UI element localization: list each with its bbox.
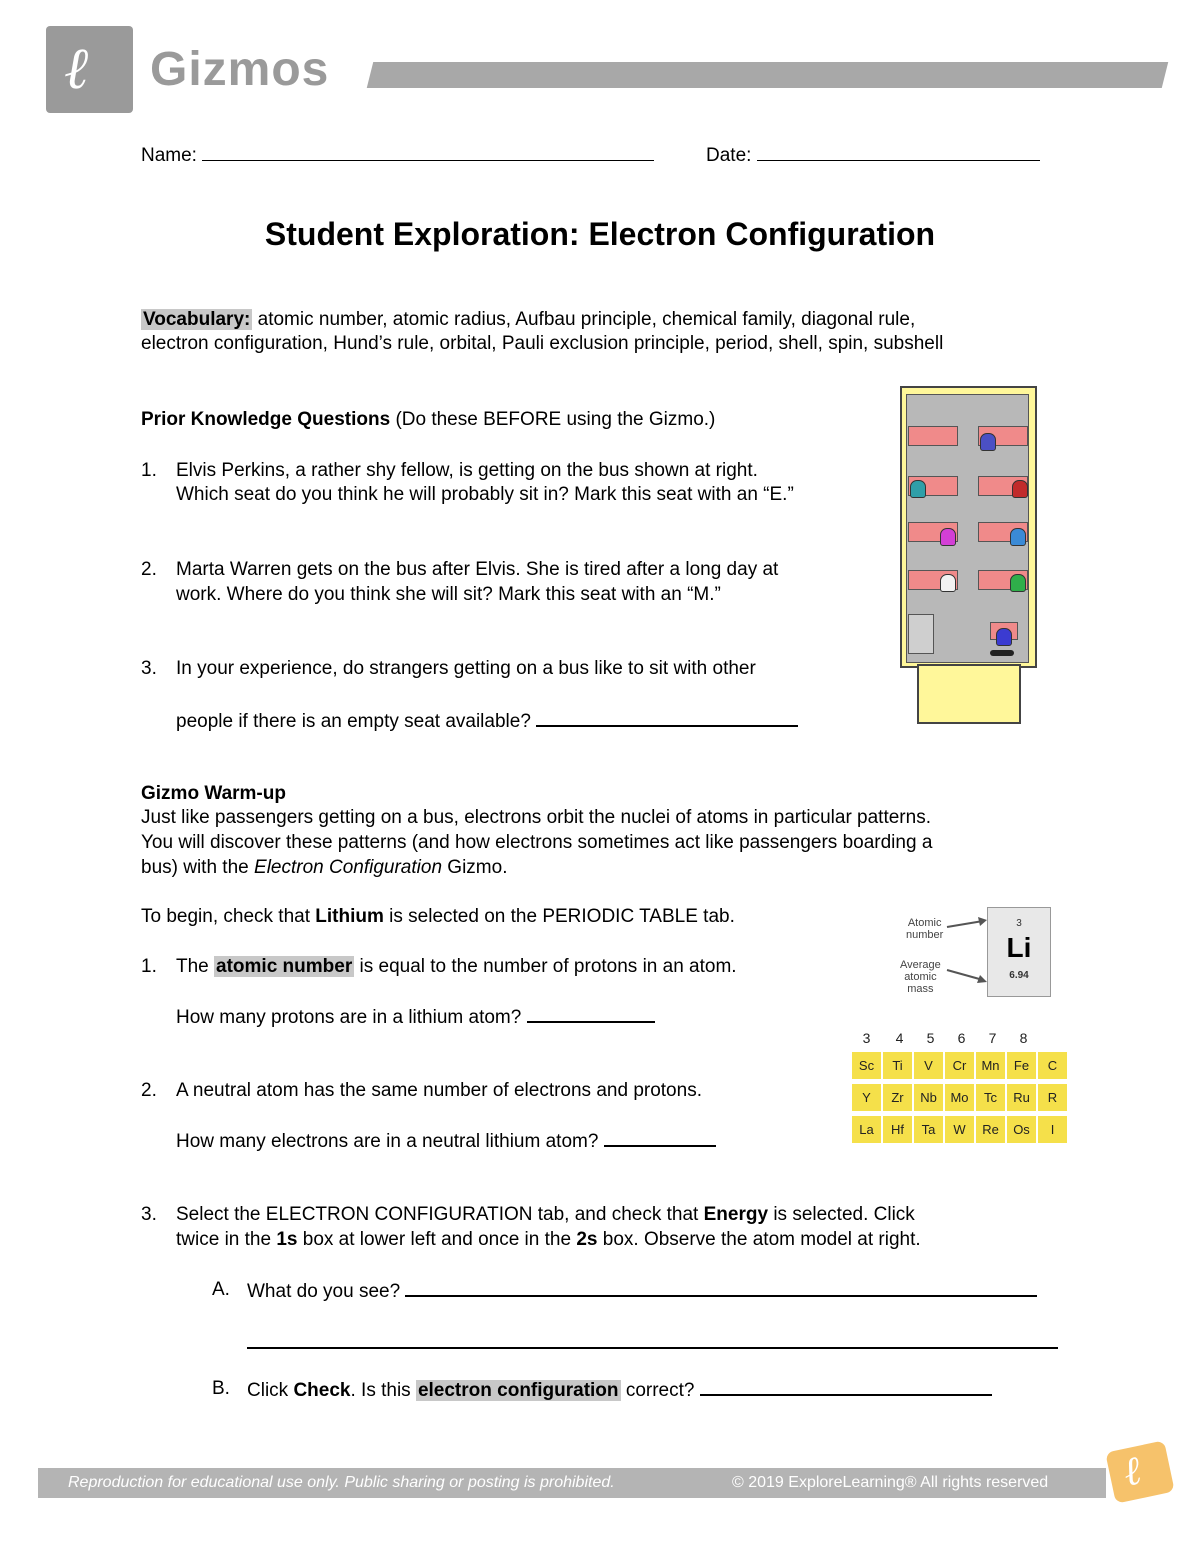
prior-q1-line-2: Which seat do you think he will probably sit in? Mark this seat with an “E.”	[176, 484, 794, 505]
warmup-q3-line-1	[176, 1202, 915, 1227]
prior-q2-line-1: Marta Warren gets on the bus after Elvis. She is tired after a long day at	[176, 559, 779, 580]
w3-2s: 2s	[576, 1229, 598, 1250]
footer-copyright: © 2019 ExploreLearning® All rights reserved	[732, 1474, 1049, 1491]
element-cell[interactable]: R	[1038, 1084, 1068, 1113]
bus-rear	[917, 664, 1021, 724]
element-cell[interactable]: Tc	[976, 1084, 1006, 1113]
warmup-q2-question	[176, 1127, 716, 1154]
vocabulary-line-1: atomic number, atomic radius, Aufbau principle, chemical family, diagonal rule,	[257, 309, 916, 330]
bus-door	[908, 614, 934, 654]
element-cell[interactable]: Cr	[945, 1052, 975, 1081]
element-cell[interactable]: I	[1038, 1116, 1068, 1145]
protons-answer-blank[interactable]	[527, 1003, 655, 1023]
group-header: 8	[1019, 1030, 1028, 1046]
warmup-q3-num: 3.	[141, 1204, 157, 1225]
element-cell[interactable]: La	[852, 1116, 882, 1145]
passenger-icon	[1010, 574, 1026, 592]
begin-pre: To begin, check that	[141, 906, 310, 927]
electrons-answer-blank[interactable]	[604, 1127, 716, 1147]
w3-a: Select the ELECTRON CONFIGURATION tab, and check that	[176, 1204, 699, 1225]
element-cell[interactable]: Mo	[945, 1084, 975, 1113]
part-b-pre: Click	[247, 1380, 289, 1401]
name-line	[141, 142, 654, 168]
prior-heading-line	[141, 407, 715, 432]
tile-atomic-number: 3	[1016, 918, 1022, 929]
part-a-answer-blank[interactable]	[405, 1277, 1037, 1297]
part-b-mid: . Is this	[350, 1380, 411, 1401]
prior-q3-line-2	[176, 707, 798, 734]
prior-q3-answer-blank[interactable]	[536, 707, 798, 727]
w3-energy: Energy	[703, 1204, 769, 1225]
name-blank[interactable]	[202, 142, 654, 161]
vocabulary	[141, 307, 915, 332]
begin-element: Lithium	[315, 906, 384, 927]
atomic-number-label-1: Atomic	[907, 917, 942, 929]
vocabulary-line-2: electron configuration, Hund’s rule, orbital, Pauli exclusion principle, period, shell, spin, subshell	[141, 333, 944, 354]
w3-d: twice in the	[176, 1229, 272, 1250]
date-line	[706, 142, 1040, 168]
average-mass-label	[900, 959, 941, 995]
warmup-q2-line: A neutral atom has the same number of electrons and protons.	[176, 1080, 702, 1101]
passenger-icon	[980, 433, 996, 451]
element-cell[interactable]: Nb	[914, 1084, 944, 1113]
begin-instruction	[141, 904, 735, 929]
footer-disclaimer: Reproduction for educational use only. Public sharing or posting is prohibited.	[68, 1474, 615, 1491]
warmup-q1-question	[176, 1003, 655, 1030]
atomic-number-label-2: number	[906, 929, 944, 941]
page-title: Student Exploration: Electron Configuration	[264, 216, 936, 252]
part-a-answer-blank-2[interactable]	[247, 1347, 1058, 1349]
element-cell[interactable]: Ta	[914, 1116, 944, 1145]
arrow-icon	[945, 968, 989, 986]
average-mass-label-1: Average	[900, 959, 941, 971]
begin-post: is selected on the PERIODIC TABLE tab.	[389, 906, 735, 927]
group-header: 6	[957, 1030, 966, 1046]
warmup-para-line-1: Just like passengers getting on a bus, electrons orbit the nuclei of atoms in particular patterns.	[141, 807, 931, 828]
w3-h: box. Observe the atom model at right.	[602, 1229, 921, 1250]
lithium-tile	[987, 907, 1051, 997]
warmup-para-pre: bus) with the	[141, 857, 249, 878]
part-b-answer-blank[interactable]	[700, 1376, 992, 1396]
element-cell[interactable]: Os	[1007, 1116, 1037, 1145]
passenger-icon	[940, 574, 956, 592]
check-button-ref: Check	[293, 1380, 351, 1401]
explorelearning-footer-logo	[1105, 1440, 1175, 1503]
part-a-question: What do you see?	[247, 1281, 401, 1302]
warmup-q1-pre: The	[176, 956, 209, 977]
atomic-number-label	[906, 917, 943, 941]
average-mass-label-2: atomic	[904, 971, 937, 983]
bus-seat[interactable]	[908, 426, 958, 446]
group-header: 5	[926, 1030, 935, 1046]
w3-1s: 1s	[276, 1229, 298, 1250]
electron-configuration-term: electron configuration	[417, 1380, 619, 1401]
part-b-line	[247, 1376, 992, 1403]
electrons-question: How many electrons are in a neutral lithium atom?	[176, 1131, 599, 1152]
name-label: Name:	[141, 145, 197, 166]
footer-logo-glyph: ℓ	[1119, 1447, 1146, 1496]
prior-heading: Prior Knowledge Questions	[141, 409, 391, 430]
tile-mass: 6.94	[1009, 970, 1029, 981]
element-cell[interactable]: Re	[976, 1116, 1006, 1145]
passenger-icon	[1012, 480, 1028, 498]
tile-symbol: Li	[1006, 932, 1032, 963]
periodic-table-fragment	[858, 1030, 1058, 1146]
protons-question: How many protons are in a lithium atom?	[176, 1007, 522, 1028]
prior-q1-num: 1.	[141, 460, 157, 481]
passenger-icon	[910, 480, 926, 498]
warmup-q3-line-2	[176, 1227, 921, 1252]
date-blank[interactable]	[757, 142, 1040, 161]
atomic-number-term: atomic number	[216, 956, 353, 977]
vocabulary-label: Vocabulary:	[143, 309, 251, 330]
prior-q3-line-1: In your experience, do strangers getting on a bus like to sit with other	[176, 658, 756, 679]
warmup-para-line-2: You will discover these patterns (and how electrons sometimes act like passengers boarding a	[141, 832, 933, 853]
prior-note: (Do these BEFORE using the Gizmo.)	[395, 409, 716, 430]
element-cell[interactable]: Sc	[852, 1052, 882, 1081]
explorelearning-logo	[46, 26, 133, 113]
prior-q2-num: 2.	[141, 559, 157, 580]
passenger-icon	[1010, 528, 1026, 546]
part-b-label: B.	[212, 1378, 230, 1399]
warmup-q1-line	[176, 954, 737, 979]
element-cell[interactable]: W	[945, 1116, 975, 1145]
warmup-q1-post: is equal to the number of protons in an atom.	[359, 956, 737, 977]
warmup-para-post: Gizmo.	[447, 857, 508, 878]
prior-q3-num: 3.	[141, 658, 157, 679]
logo-glyph: ℓ	[64, 34, 89, 102]
group-header: 3	[862, 1030, 871, 1046]
w3-c: is selected. Click	[773, 1204, 915, 1225]
part-a-line	[247, 1277, 1037, 1304]
warmup-heading: Gizmo Warm-up	[141, 783, 286, 804]
element-cell[interactable]: Zr	[883, 1084, 913, 1113]
element-cell[interactable]: V	[914, 1052, 944, 1081]
part-a-label: A.	[212, 1279, 230, 1300]
arrow-icon	[945, 915, 989, 931]
warmup-para-line-3	[141, 855, 507, 880]
gizmo-name: Electron Configuration	[254, 857, 443, 878]
group-header: 4	[895, 1030, 904, 1046]
average-mass-label-3: mass	[907, 983, 934, 995]
steering-wheel-icon	[990, 650, 1014, 656]
date-label: Date:	[706, 145, 752, 166]
passenger-icon	[940, 528, 956, 546]
prior-q3-text: people if there is an empty seat available?	[176, 711, 531, 732]
prior-q2-line-2: work. Where do you think she will sit? Mark this seat with an “M.”	[176, 584, 721, 605]
gizmos-brand: Gizmos	[150, 43, 330, 96]
part-b-post: correct?	[625, 1380, 695, 1401]
element-cell[interactable]: Mn	[976, 1052, 1006, 1081]
driver-icon	[996, 628, 1012, 646]
group-header: 7	[988, 1030, 997, 1046]
warmup-q2-num: 2.	[141, 1080, 157, 1101]
element-cell[interactable]: Fe	[1007, 1052, 1037, 1081]
element-cell[interactable]: Y	[852, 1084, 882, 1113]
w3-f: box at lower left and once in the	[302, 1229, 572, 1250]
element-cell[interactable]: C	[1038, 1052, 1068, 1081]
warmup-q1-num: 1.	[141, 956, 157, 977]
element-cell[interactable]: Ru	[1007, 1084, 1037, 1113]
header-bar	[367, 62, 1168, 88]
element-cell[interactable]: Hf	[883, 1116, 913, 1145]
element-cell[interactable]: Ti	[883, 1052, 913, 1081]
prior-q1-line-1: Elvis Perkins, a rather shy fellow, is getting on the bus shown at right.	[176, 460, 758, 481]
